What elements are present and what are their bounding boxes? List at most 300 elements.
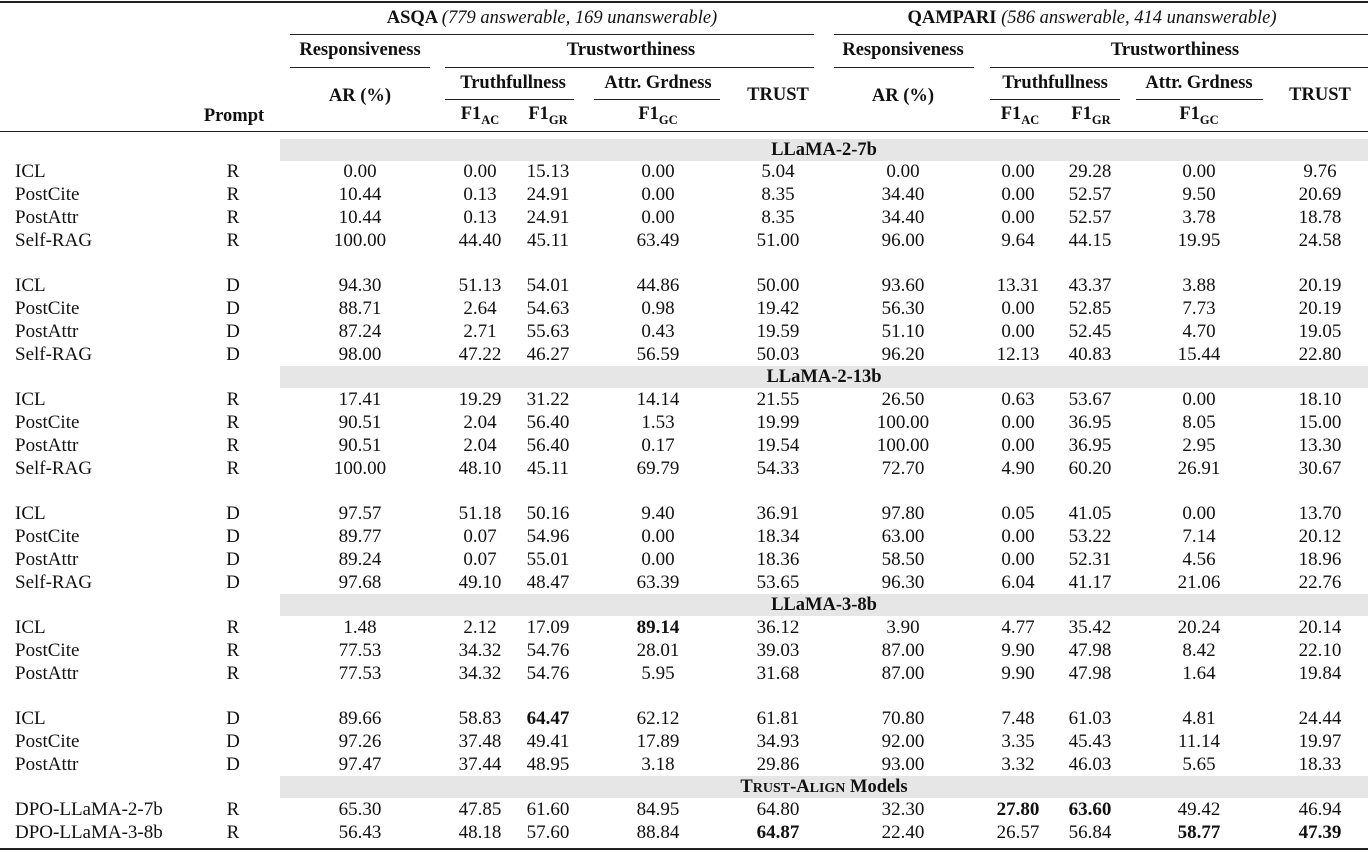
value-cell: 0.00 (1182, 389, 1216, 410)
value-cell: 54.76 (526, 640, 570, 661)
value-cell: 7.73 (1182, 298, 1216, 319)
value-cell: 93.60 (881, 275, 925, 296)
value-cell: 52.57 (1068, 207, 1112, 228)
value-cell: 4.90 (1001, 458, 1035, 479)
value-cell: 51.18 (458, 503, 502, 524)
value-cell: 100.00 (876, 435, 930, 456)
value-cell: 30.67 (1298, 458, 1342, 479)
value-cell: 56.43 (338, 822, 382, 843)
qampari-responsiveness: Responsiveness (842, 40, 964, 60)
value-cell: 64.47 (526, 708, 570, 729)
value-cell: 0.00 (1001, 526, 1035, 547)
value-cell: 53.67 (1068, 389, 1112, 410)
value-cell: 0.00 (1001, 161, 1035, 182)
value-cell: 34.40 (881, 184, 925, 205)
value-cell: 20.14 (1298, 617, 1342, 638)
value-cell: 48.47 (526, 572, 570, 593)
value-cell: 87.00 (881, 640, 925, 661)
value-cell: 54.76 (526, 663, 570, 684)
value-cell: 15.13 (526, 161, 570, 182)
value-cell: 9.90 (1001, 640, 1035, 661)
value-cell: 97.47 (338, 754, 382, 775)
value-cell: 87.24 (338, 321, 382, 342)
method-cell: ICL (15, 708, 46, 729)
value-cell: 61.60 (526, 799, 570, 820)
value-cell: 50.03 (756, 344, 800, 365)
value-cell: 22.76 (1298, 572, 1342, 593)
method-cell: DPO-LLaMA-3-8b (15, 822, 163, 843)
value-cell: 49.10 (458, 572, 502, 593)
asqa-attr-header: Attr. Grdness (604, 73, 712, 93)
value-cell: 24.44 (1298, 708, 1342, 729)
section-title-llama-2-7b: LLaMA-2-7b (771, 140, 877, 160)
value-cell: 49.42 (1177, 799, 1221, 820)
value-cell: 34.93 (756, 731, 800, 752)
prompt-cell: D (226, 572, 240, 593)
value-cell: 9.40 (641, 503, 675, 524)
value-cell: 54.33 (756, 458, 800, 479)
section-title-trust-align: TRUST-ALIGN Models (740, 777, 908, 797)
prompt-cell: D (226, 708, 240, 729)
value-cell: 22.40 (881, 822, 925, 843)
value-cell: 3.88 (1182, 275, 1216, 296)
prompt-cell: R (226, 435, 240, 456)
dataset-header-asqa: ASQA (779 answerable, 169 unanswerable) (386, 8, 718, 28)
value-cell: 51.00 (756, 230, 800, 251)
value-cell: 89.66 (338, 708, 382, 729)
value-cell: 77.53 (338, 663, 382, 684)
value-cell: 2.12 (463, 617, 497, 638)
value-cell: 47.98 (1068, 640, 1112, 661)
value-cell: 44.86 (636, 275, 680, 296)
asqa-resp-rule (290, 67, 430, 68)
value-cell: 93.00 (881, 754, 925, 775)
method-cell: PostCite (15, 526, 80, 547)
bottom-rule (0, 848, 1368, 850)
value-cell: 28.01 (636, 640, 680, 661)
value-cell: 19.95 (1177, 230, 1221, 251)
value-cell: 39.03 (756, 640, 800, 661)
value-cell: 56.40 (526, 435, 570, 456)
value-cell: 84.95 (636, 799, 680, 820)
value-cell: 8.42 (1182, 640, 1216, 661)
value-cell: 40.83 (1068, 344, 1112, 365)
value-cell: 0.00 (641, 526, 675, 547)
value-cell: 0.00 (343, 161, 377, 182)
method-cell: PostCite (15, 731, 80, 752)
value-cell: 92.00 (881, 731, 925, 752)
value-cell: 32.30 (881, 799, 925, 820)
value-cell: 60.20 (1068, 458, 1112, 479)
value-cell: 14.14 (636, 389, 680, 410)
prompt-cell: D (226, 754, 240, 775)
value-cell: 0.00 (886, 161, 920, 182)
value-cell: 13.31 (996, 275, 1040, 296)
value-cell: 5.04 (761, 161, 795, 182)
header-bottom-rule (0, 131, 1368, 132)
asqa-attr-rule (594, 99, 720, 100)
value-cell: 61.03 (1068, 708, 1112, 729)
value-cell: 72.70 (881, 458, 925, 479)
prompt-cell: R (226, 799, 240, 820)
method-cell: ICL (15, 275, 46, 296)
value-cell: 54.96 (526, 526, 570, 547)
value-cell: 26.57 (996, 822, 1040, 843)
value-cell: 0.00 (1001, 549, 1035, 570)
value-cell: 52.85 (1068, 298, 1112, 319)
value-cell: 18.78 (1298, 207, 1342, 228)
value-cell: 3.35 (1001, 731, 1035, 752)
asqa-f1ac-header: $F1_{AC}$ (460, 104, 500, 127)
value-cell: 58.50 (881, 549, 925, 570)
value-cell: 50.16 (526, 503, 570, 524)
asqa-ar-header: AR (%) (328, 86, 392, 106)
value-cell: 87.00 (881, 663, 925, 684)
value-cell: 1.53 (641, 412, 675, 433)
section-title-llama-2-13b: LLaMA-2-13b (766, 367, 882, 387)
value-cell: 97.68 (338, 572, 382, 593)
value-cell: 44.15 (1068, 230, 1112, 251)
value-cell: 24.91 (526, 184, 570, 205)
value-cell: 0.00 (641, 207, 675, 228)
value-cell: 46.03 (1068, 754, 1112, 775)
section-title-llama-3-8b: LLaMA-3-8b (771, 595, 877, 615)
value-cell: 41.05 (1068, 503, 1112, 524)
asqa-trust-header: TRUST (747, 85, 809, 105)
value-cell: 18.36 (756, 549, 800, 570)
prompt-cell: D (226, 549, 240, 570)
value-cell: 37.44 (458, 754, 502, 775)
value-cell: 4.70 (1182, 321, 1216, 342)
value-cell: 61.81 (756, 708, 800, 729)
value-cell: 0.00 (1001, 207, 1035, 228)
value-cell: 21.06 (1177, 572, 1221, 593)
value-cell: 2.71 (463, 321, 497, 342)
value-cell: 8.35 (761, 207, 795, 228)
value-cell: 63.60 (1068, 799, 1112, 820)
value-cell: 6.04 (1001, 572, 1035, 593)
value-cell: 47.98 (1068, 663, 1112, 684)
value-cell: 0.00 (1001, 412, 1035, 433)
value-cell: 54.01 (526, 275, 570, 296)
method-cell: Self-RAG (15, 230, 93, 251)
method-cell: DPO-LLaMA-2-7b (15, 799, 163, 820)
prompt-cell: D (226, 321, 240, 342)
value-cell: 46.27 (526, 344, 570, 365)
value-cell: 29.28 (1068, 161, 1112, 182)
value-cell: 47.85 (458, 799, 502, 820)
value-cell: 15.00 (1298, 412, 1342, 433)
value-cell: 52.31 (1068, 549, 1112, 570)
value-cell: 96.00 (881, 230, 925, 251)
value-cell: 45.43 (1068, 731, 1112, 752)
value-cell: 20.24 (1177, 617, 1221, 638)
value-cell: 0.00 (1001, 321, 1035, 342)
value-cell: 3.90 (886, 617, 920, 638)
value-cell: 17.41 (338, 389, 382, 410)
prompt-cell: D (226, 344, 240, 365)
value-cell: 57.60 (526, 822, 570, 843)
value-cell: 31.68 (756, 663, 800, 684)
value-cell: 55.63 (526, 321, 570, 342)
value-cell: 100.00 (876, 412, 930, 433)
value-cell: 11.14 (1177, 731, 1221, 752)
method-cell: PostCite (15, 412, 80, 433)
value-cell: 44.40 (458, 230, 502, 251)
method-cell: ICL (15, 503, 46, 524)
value-cell: 64.87 (756, 822, 800, 843)
value-cell: 27.80 (996, 799, 1040, 820)
value-cell: 8.35 (761, 184, 795, 205)
value-cell: 10.44 (338, 184, 382, 205)
dataset-header-qampari: QAMPARI (586 answerable, 414 unanswerable) (907, 8, 1277, 28)
value-cell: 0.63 (1001, 389, 1035, 410)
qampari-trustworthiness: Trustworthiness (1110, 40, 1240, 60)
value-cell: 0.00 (641, 161, 675, 182)
qampari-f1gc-header: $F1_{GC}$ (1179, 104, 1219, 127)
value-cell: 52.45 (1068, 321, 1112, 342)
method-cell: PostCite (15, 298, 80, 319)
prompt-cell: R (226, 640, 240, 661)
value-cell: 63.39 (636, 572, 680, 593)
value-cell: 0.13 (463, 184, 497, 205)
value-cell: 90.51 (338, 435, 382, 456)
value-cell: 22.80 (1298, 344, 1342, 365)
value-cell: 13.30 (1298, 435, 1342, 456)
prompt-cell: D (226, 275, 240, 296)
value-cell: 26.50 (881, 389, 925, 410)
qampari-ar-header: AR (%) (871, 86, 935, 106)
value-cell: 15.44 (1177, 344, 1221, 365)
value-cell: 49.41 (526, 731, 570, 752)
qampari-attr-rule (1136, 99, 1263, 100)
value-cell: 96.30 (881, 572, 925, 593)
method-cell: ICL (15, 161, 46, 182)
value-cell: 88.71 (338, 298, 382, 319)
method-cell: Self-RAG (15, 572, 93, 593)
value-cell: 0.13 (463, 207, 497, 228)
value-cell: 51.13 (458, 275, 502, 296)
value-cell: 9.76 (1303, 161, 1337, 182)
prompt-cell: R (226, 663, 240, 684)
value-cell: 47.39 (1298, 822, 1342, 843)
prompt-cell: R (226, 617, 240, 638)
prompt-cell: R (226, 822, 240, 843)
method-cell: Self-RAG (15, 344, 93, 365)
prompt-cell: R (226, 389, 240, 410)
value-cell: 48.18 (458, 822, 502, 843)
value-cell: 48.95 (526, 754, 570, 775)
value-cell: 55.01 (526, 549, 570, 570)
value-cell: 88.84 (636, 822, 680, 843)
value-cell: 98.00 (338, 344, 382, 365)
value-cell: 10.44 (338, 207, 382, 228)
prompt-cell: R (226, 207, 240, 228)
value-cell: 19.84 (1298, 663, 1342, 684)
value-cell: 34.32 (458, 663, 502, 684)
value-cell: 19.97 (1298, 731, 1342, 752)
value-cell: 56.59 (636, 344, 680, 365)
value-cell: 100.00 (333, 458, 387, 479)
value-cell: 97.80 (881, 503, 925, 524)
prompt-cell: D (226, 526, 240, 547)
value-cell: 97.57 (338, 503, 382, 524)
value-cell: 9.90 (1001, 663, 1035, 684)
value-cell: 89.24 (338, 549, 382, 570)
value-cell: 18.33 (1298, 754, 1342, 775)
value-cell: 5.65 (1182, 754, 1216, 775)
value-cell: 90.51 (338, 412, 382, 433)
value-cell: 94.30 (338, 275, 382, 296)
value-cell: 19.59 (756, 321, 800, 342)
value-cell: 3.32 (1001, 754, 1035, 775)
value-cell: 8.05 (1182, 412, 1216, 433)
qampari-truth-rule (990, 99, 1120, 100)
qampari-f1gr-header: $F1_{GR}$ (1071, 104, 1111, 127)
value-cell: 7.48 (1001, 708, 1035, 729)
value-cell: 12.13 (996, 344, 1040, 365)
value-cell: 53.22 (1068, 526, 1112, 547)
asqa-trust-rule (445, 67, 814, 68)
value-cell: 56.84 (1068, 822, 1112, 843)
value-cell: 22.10 (1298, 640, 1342, 661)
asqa-f1gr-header: $F1_{GR}$ (528, 104, 568, 127)
value-cell: 56.40 (526, 412, 570, 433)
method-cell: PostAttr (15, 549, 79, 570)
prompt-cell: R (226, 184, 240, 205)
value-cell: 0.07 (463, 549, 497, 570)
value-cell: 18.34 (756, 526, 800, 547)
value-cell: 17.09 (526, 617, 570, 638)
value-cell: 45.11 (526, 458, 570, 479)
value-cell: 0.00 (463, 161, 497, 182)
qampari-trust-header: TRUST (1289, 85, 1351, 105)
value-cell: 64.80 (756, 799, 800, 820)
value-cell: 54.63 (526, 298, 570, 319)
value-cell: 36.95 (1068, 412, 1112, 433)
value-cell: 0.43 (641, 321, 675, 342)
value-cell: 0.00 (1001, 435, 1035, 456)
value-cell: 77.53 (338, 640, 382, 661)
value-cell: 4.56 (1182, 549, 1216, 570)
value-cell: 18.96 (1298, 549, 1342, 570)
value-cell: 63.00 (881, 526, 925, 547)
value-cell: 20.69 (1298, 184, 1342, 205)
method-cell: ICL (15, 617, 46, 638)
value-cell: 97.26 (338, 731, 382, 752)
value-cell: 0.98 (641, 298, 675, 319)
value-cell: 47.22 (458, 344, 502, 365)
value-cell: 19.29 (458, 389, 502, 410)
value-cell: 48.10 (458, 458, 502, 479)
qampari-rule (834, 34, 1368, 35)
value-cell: 7.14 (1182, 526, 1216, 547)
value-cell: 17.89 (636, 731, 680, 752)
value-cell: 31.22 (526, 389, 570, 410)
method-cell: Self-RAG (15, 458, 93, 479)
value-cell: 29.86 (756, 754, 800, 775)
method-cell: PostCite (15, 184, 80, 205)
value-cell: 0.00 (641, 184, 675, 205)
value-cell: 50.00 (756, 275, 800, 296)
prompt-cell: R (226, 458, 240, 479)
value-cell: 4.77 (1001, 617, 1035, 638)
value-cell: 51.10 (881, 321, 925, 342)
method-cell: PostAttr (15, 321, 79, 342)
value-cell: 69.79 (636, 458, 680, 479)
value-cell: 19.54 (756, 435, 800, 456)
value-cell: 37.48 (458, 731, 502, 752)
value-cell: 56.30 (881, 298, 925, 319)
value-cell: 13.70 (1298, 503, 1342, 524)
value-cell: 24.91 (526, 207, 570, 228)
prompt-cell: R (226, 230, 240, 251)
qampari-trust-rule (990, 67, 1368, 68)
value-cell: 35.42 (1068, 617, 1112, 638)
value-cell: 0.07 (463, 526, 497, 547)
qampari-f1ac-header: $F1_{AC}$ (1000, 104, 1040, 127)
value-cell: 96.20 (881, 344, 925, 365)
value-cell: 63.49 (636, 230, 680, 251)
prompt-cell: R (226, 412, 240, 433)
value-cell: 2.04 (463, 435, 497, 456)
method-cell: ICL (15, 389, 46, 410)
prompt-cell: D (226, 731, 240, 752)
value-cell: 65.30 (338, 799, 382, 820)
value-cell: 70.80 (881, 708, 925, 729)
value-cell: 0.05 (1001, 503, 1035, 524)
value-cell: 46.94 (1298, 799, 1342, 820)
value-cell: 0.00 (641, 549, 675, 570)
asqa-trustworthiness: Trustworthiness (566, 40, 696, 60)
value-cell: 53.65 (756, 572, 800, 593)
value-cell: 36.91 (756, 503, 800, 524)
asqa-responsiveness: Responsiveness (299, 40, 421, 60)
value-cell: 19.42 (756, 298, 800, 319)
value-cell: 36.12 (756, 617, 800, 638)
value-cell: 0.00 (1001, 184, 1035, 205)
value-cell: 0.00 (1001, 298, 1035, 319)
value-cell: 9.64 (1001, 230, 1035, 251)
prompt-cell: R (226, 161, 240, 182)
value-cell: 62.12 (636, 708, 680, 729)
value-cell: 20.19 (1298, 275, 1342, 296)
value-cell: 45.11 (526, 230, 570, 251)
value-cell: 1.64 (1182, 663, 1216, 684)
value-cell: 0.00 (1182, 161, 1216, 182)
value-cell: 52.57 (1068, 184, 1112, 205)
value-cell: 19.05 (1298, 321, 1342, 342)
method-cell: PostAttr (15, 663, 79, 684)
value-cell: 24.58 (1298, 230, 1342, 251)
value-cell: 58.83 (458, 708, 502, 729)
value-cell: 3.18 (641, 754, 675, 775)
value-cell: 18.10 (1298, 389, 1342, 410)
prompt-cell: D (226, 298, 240, 319)
value-cell: 41.17 (1068, 572, 1112, 593)
value-cell: 20.12 (1298, 526, 1342, 547)
value-cell: 100.00 (333, 230, 387, 251)
value-cell: 34.40 (881, 207, 925, 228)
value-cell: 21.55 (756, 389, 800, 410)
value-cell: 2.64 (463, 298, 497, 319)
value-cell: 89.14 (636, 617, 680, 638)
method-cell: PostAttr (15, 754, 79, 775)
asqa-truthfulness-header: Truthfullness (460, 73, 566, 93)
value-cell: 89.77 (338, 526, 382, 547)
value-cell: 2.04 (463, 412, 497, 433)
method-cell: PostAttr (15, 435, 79, 456)
